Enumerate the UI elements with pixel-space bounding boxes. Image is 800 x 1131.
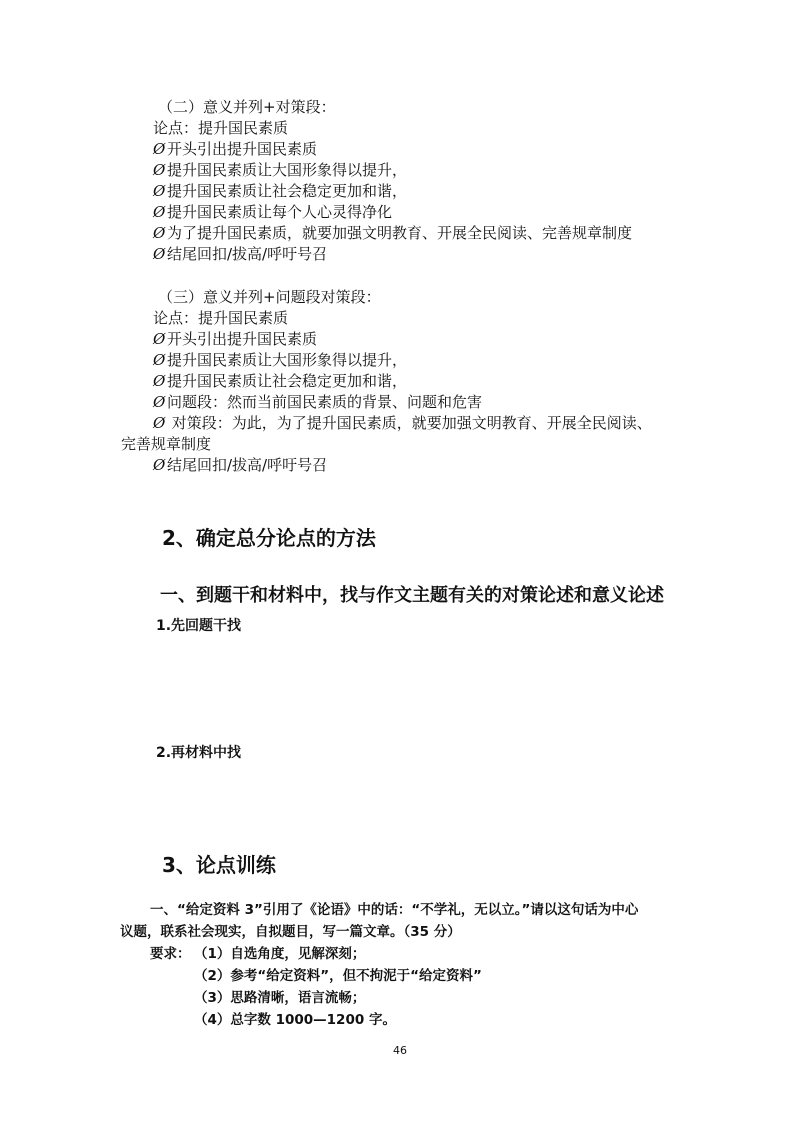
bullet-icon: Ø	[153, 330, 166, 348]
bullet-icon: Ø	[153, 140, 166, 158]
bullet-icon: Ø	[153, 456, 166, 474]
section2-item: Ø 提升国民素质让社会稳定更加和谐，	[153, 182, 408, 200]
bullet-icon: Ø	[153, 224, 166, 242]
section2-item: Ø 提升国民素质让大国形象得以提升，	[153, 161, 408, 179]
section3-item: Ø 提升国民素质让社会稳定更加和谐，	[153, 372, 408, 390]
section3-continuation: 完善规章制度	[121, 435, 212, 453]
method-step2: 2.再材料中找	[156, 745, 242, 761]
method-subtitle: 一、到题干和材料中，找与作文主题有关的对策论述和意义论述	[160, 585, 664, 606]
bullet-icon: Ø	[153, 182, 166, 200]
section3-heading: （三）意义并列+问题段对策段：	[158, 288, 381, 306]
requirements-label: 要求：	[150, 946, 191, 962]
section2-item: Ø 为了提升国民素质，就要加强文明教育、开展全民阅读、完善规章制度	[153, 224, 633, 242]
training-title: 3、论点训练	[162, 853, 276, 877]
section3-item: Ø 对策段：为此，为了提升国民素质，就要加强文明教育、开展全民阅读、	[153, 414, 652, 432]
section2-item: Ø 提升国民素质让每个人心灵得净化	[153, 203, 393, 221]
section3-item: Ø 结尾回扣/拔高/呼吁号召	[153, 456, 328, 474]
bullet-icon: Ø	[153, 372, 166, 390]
section3-item: Ø 提升国民素质让大国形象得以提升，	[153, 351, 408, 369]
section2-heading: （二）意义并列+对策段：	[158, 98, 336, 116]
section2-thesis: 论点：提升国民素质	[153, 119, 289, 137]
question-line1: 一、“给定资料 3”引用了《论语》中的话：“不学礼，无以立。”请以这句话为中心	[150, 902, 639, 918]
bullet-icon: Ø	[153, 245, 166, 263]
bullet-icon: Ø	[153, 351, 166, 369]
section3-item: Ø 开头引出提升国民素质	[153, 330, 318, 348]
bullet-icon: Ø	[153, 203, 166, 221]
bullet-icon: Ø	[153, 414, 166, 432]
requirement-item: （1）自选角度，见解深刻；	[194, 946, 366, 962]
section3-item: Ø 问题段：然而当前国民素质的背景、问题和危害	[153, 393, 483, 411]
section3-thesis: 论点：提升国民素质	[153, 309, 289, 327]
requirement-item: （3）思路清晰，语言流畅；	[194, 990, 366, 1006]
section2-item: Ø 结尾回扣/拔高/呼吁号召	[153, 245, 328, 263]
requirement-item: （2）参考“给定资料”，但不拘泥于“给定资料”	[194, 968, 482, 984]
section2-item: Ø 开头引出提升国民素质	[153, 140, 318, 158]
method-title: 2、确定总分论点的方法	[162, 526, 376, 550]
bullet-icon: Ø	[153, 161, 166, 179]
page-number: 46	[393, 1044, 407, 1057]
bullet-icon: Ø	[153, 393, 166, 411]
method-step1: 1.先回题干找	[156, 618, 242, 634]
question-line2: 议题，联系社会现实，自拟题目，写一篇文章。（35 分）	[120, 924, 461, 940]
requirement-item: （4）总字数 1000—1200 字。	[194, 1012, 396, 1028]
